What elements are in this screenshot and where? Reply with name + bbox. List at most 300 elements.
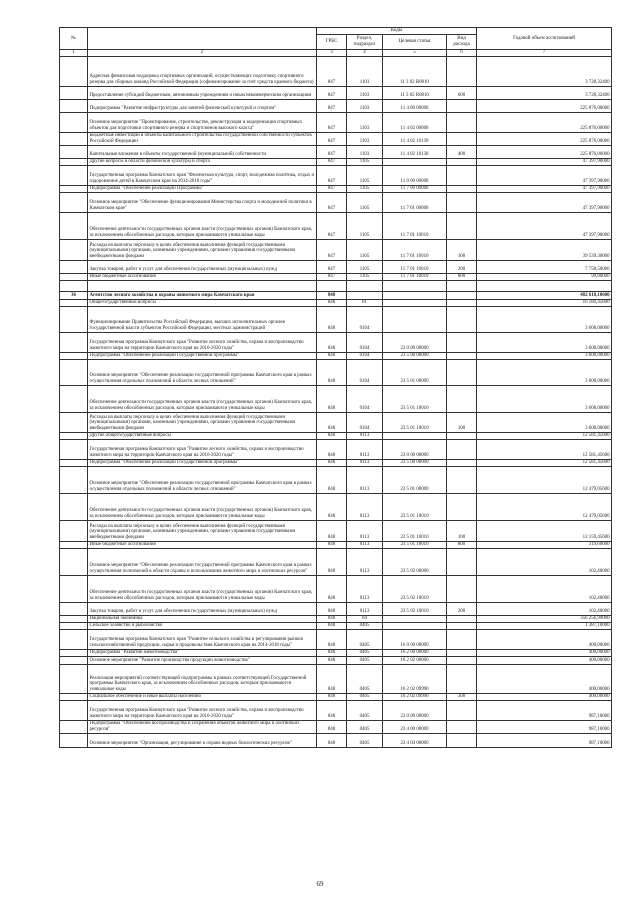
row-amount: 12 159,45600	[477, 520, 612, 541]
row-section: 0113	[347, 493, 383, 520]
header-index: 5	[383, 50, 447, 57]
row-section: 0104	[347, 412, 383, 432]
row-target-article: 11 4 02 00000	[383, 112, 447, 132]
row-expense-type	[447, 306, 477, 332]
row-amount: 3 608,00000	[477, 332, 612, 352]
row-number	[60, 575, 88, 602]
row-section: 1103	[347, 132, 383, 145]
row-number	[60, 733, 88, 747]
row-name: Иные бюджетные ассигнования	[88, 541, 317, 548]
header-index: 6	[447, 50, 477, 57]
row-number	[60, 192, 88, 212]
row-grbs: 848	[317, 466, 347, 493]
row-grbs: 848	[317, 548, 347, 575]
row-expense-type	[447, 733, 477, 747]
row-section: 0405	[347, 720, 383, 733]
row-target-article: 23 0 00 00000	[383, 439, 447, 459]
table-row	[60, 158, 612, 165]
row-number: 36	[60, 291, 88, 299]
row-number	[60, 145, 88, 158]
row-section	[347, 280, 383, 291]
row-name: Основное мероприятие "Обеспечение функционирования Министерства спорта и молодежной политики в Камчатском крае"	[88, 192, 317, 212]
header-index: 2	[88, 50, 317, 57]
row-expense-type	[447, 185, 477, 192]
row-expense-type	[447, 656, 477, 664]
row-grbs: 848	[317, 622, 347, 629]
header-name	[88, 28, 317, 50]
row-target-article	[383, 432, 447, 439]
row-name: Закупка товаров, работ и услуг для обеспечения государственных (муниципальных) нужд	[88, 602, 317, 615]
row-section: 0113	[347, 466, 383, 493]
row-name: Предоставление субсидий бюджетным, автономным учреждениям и иным некоммерческим организациям	[88, 86, 317, 99]
row-expense-type	[447, 165, 477, 185]
table-row	[60, 291, 612, 299]
table-row	[60, 273, 612, 280]
row-name: Реализация мероприятий соответствующей подпрограммы в рамках соответствующей Государственной программы Камчатского края, за исключением обособленных расходов, которым присваиваются уникальные коды	[88, 664, 317, 693]
row-expense-type	[447, 212, 477, 239]
row-target-article: 23 5 02 00000	[383, 548, 447, 575]
table-row	[60, 720, 612, 733]
row-name: Обеспечение деятельности государственных органов власти (государственных органов) Камчатского края, за исключением обособленных расходов, которым присваиваются уникальные коды	[88, 575, 317, 602]
row-number	[60, 332, 88, 352]
row-amount	[477, 280, 612, 291]
table-row	[60, 165, 612, 185]
row-number	[60, 185, 88, 192]
row-amount: 12 479,05600	[477, 466, 612, 493]
row-section: 0113	[347, 548, 383, 575]
row-grbs: 847	[317, 212, 347, 239]
header-index: 3	[317, 50, 347, 57]
table-row	[60, 306, 612, 332]
row-grbs: 848	[317, 291, 347, 299]
row-name: Государственная программа Камчатского края "Развитие лесного хозяйства, охрана и воспроизводство животного мира на территории Камчатского края на 2016-2020 годы"	[88, 332, 317, 352]
row-name: Подпрограмма "Развитие животноводства"	[88, 649, 317, 656]
table-row	[60, 733, 612, 747]
row-amount: 12 581,45600	[477, 432, 612, 439]
row-number	[60, 602, 88, 615]
row-grbs: 847	[317, 239, 347, 260]
row-expense-type	[447, 112, 477, 132]
table-row	[60, 439, 612, 459]
row-amount: 102,40000	[477, 602, 612, 615]
row-section: 01	[347, 299, 383, 306]
row-amount: 225 876,00000	[477, 132, 612, 145]
row-section: 0113	[347, 432, 383, 439]
row-grbs: 848	[317, 412, 347, 432]
table-row	[60, 649, 612, 656]
table-row	[60, 575, 612, 602]
row-grbs: 847	[317, 273, 347, 280]
row-grbs: 848	[317, 385, 347, 412]
row-target-article	[383, 299, 447, 306]
header-expense-type: Вид расхода	[447, 35, 477, 50]
table-row	[60, 99, 612, 112]
row-number	[60, 158, 88, 165]
table-row	[60, 693, 612, 700]
row-amount: 225 876,00000	[477, 112, 612, 132]
row-expense-type	[447, 192, 477, 212]
row-expense-type	[447, 720, 477, 733]
row-amount: 400,00000	[477, 693, 612, 700]
row-section: 0104	[347, 359, 383, 385]
row-expense-type	[447, 432, 477, 439]
row-name: Подпрограмма "Обеспечение реализации Государственной программы"	[88, 459, 317, 466]
row-amount: 987,10000	[477, 700, 612, 720]
row-name: Агентство лесного хозяйства и охраны животного мира Камчатского края	[88, 291, 317, 299]
row-expense-type	[447, 280, 477, 291]
row-expense-type: 200	[447, 260, 477, 273]
row-target-article: 11 7 01 10010	[383, 212, 447, 239]
table-row	[60, 615, 612, 622]
table-row	[60, 541, 612, 548]
row-number	[60, 306, 88, 332]
row-target-article: 11 3 02 R0810	[383, 56, 447, 86]
row-name: Подпрограмма "Обеспечение воспроизводства и сохранения объектов животного мира и охотничьих ресурсов"	[88, 720, 317, 733]
row-target-article: 11 4 02 10130	[383, 132, 447, 145]
row-expense-type: 200	[447, 602, 477, 615]
row-name: Государственная программа Камчатского края "Развитие лесного хозяйства, охрана и воспроизводство животного мира на территории Камчатского края на 2016-2020 годы"	[88, 700, 317, 720]
row-number	[60, 520, 88, 541]
row-number	[60, 629, 88, 649]
row-expense-type	[447, 299, 477, 306]
row-target-article: 23 5 01 00000	[383, 359, 447, 385]
row-expense-type	[447, 291, 477, 299]
row-section: 0405	[347, 700, 383, 720]
table-row	[60, 629, 612, 649]
row-expense-type	[447, 459, 477, 466]
row-section	[347, 291, 383, 299]
row-section: 0405	[347, 622, 383, 629]
row-grbs: 848	[317, 615, 347, 622]
row-name: Основное мероприятие "Организация, регулирование и охрана водных биологических ресурсов"	[88, 733, 317, 747]
row-target-article: 23 5 00 00000	[383, 352, 447, 359]
page-number: 69	[316, 880, 324, 888]
row-name: Сельское хозяйство и рыболовство	[88, 622, 317, 629]
row-section: 0104	[347, 352, 383, 359]
row-section: 1105	[347, 239, 383, 260]
row-number	[60, 359, 88, 385]
row-section: 0104	[347, 332, 383, 352]
table-row	[60, 664, 612, 693]
row-target-article: 11 4 00 00000	[383, 99, 447, 112]
row-target-article: 23 5 02 10010	[383, 575, 447, 602]
row-number	[60, 649, 88, 656]
row-name: Бюджетные инвестиции в объекты капитального строительства государственной собственности субъектов Российской Федерации	[88, 132, 317, 145]
row-expense-type	[447, 622, 477, 629]
header-target-article: Целевая статья	[383, 35, 447, 50]
table-row	[60, 192, 612, 212]
row-expense-type	[447, 385, 477, 412]
row-target-article: 23 4 04 00000	[383, 733, 447, 747]
row-grbs: 848	[317, 733, 347, 747]
row-amount: 400,00000	[477, 629, 612, 649]
row-grbs: 848	[317, 575, 347, 602]
row-number	[60, 86, 88, 99]
table-row	[60, 602, 612, 615]
row-grbs: 848	[317, 629, 347, 649]
row-target-article: 11 7 01 10010	[383, 273, 447, 280]
row-expense-type: 600	[447, 86, 477, 99]
row-amount: 102,40000	[477, 548, 612, 575]
row-grbs: 848	[317, 700, 347, 720]
row-target-article	[383, 622, 447, 629]
row-grbs: 848	[317, 459, 347, 466]
row-target-article: 16 0 00 00000	[383, 629, 447, 649]
table-row	[60, 656, 612, 664]
header-annual-amount: Годовой объем ассигнований	[477, 28, 612, 50]
row-grbs: 847	[317, 86, 347, 99]
table-row	[60, 239, 612, 260]
row-section: 0113	[347, 602, 383, 615]
row-target-article: 11 0 00 00000	[383, 165, 447, 185]
row-grbs: 848	[317, 352, 347, 359]
table-row	[60, 280, 612, 291]
row-expense-type	[447, 493, 477, 520]
row-name: Подпрограмма "Обеспечение реализации Программы"	[88, 185, 317, 192]
row-number	[60, 165, 88, 185]
row-expense-type: 800	[447, 273, 477, 280]
row-expense-type: 100	[447, 239, 477, 260]
row-grbs	[317, 280, 347, 291]
table-row	[60, 385, 612, 412]
table-row	[60, 459, 612, 466]
row-name: Обеспечение деятельности государственных органов власти (государственных органов) Камчатского края, за исключением обособленных расходов, которым присваиваются уникальные коды	[88, 385, 317, 412]
row-target-article: 16 2 02 00000	[383, 656, 447, 664]
row-number	[60, 700, 88, 720]
row-grbs: 847	[317, 112, 347, 132]
row-amount: 16 189,45600	[477, 299, 612, 306]
header-index: 4	[347, 50, 383, 57]
table-row	[60, 493, 612, 520]
row-section: 1105	[347, 192, 383, 212]
row-expense-type	[447, 332, 477, 352]
row-section: 1103	[347, 86, 383, 99]
row-name: Подпрограмма "Развитие инфраструктуры для занятий физической культурой и спортом"	[88, 99, 317, 112]
row-target-article: 23 0 00 00000	[383, 700, 447, 720]
table-row	[60, 412, 612, 432]
row-expense-type: 100	[447, 412, 477, 432]
header-number: №	[60, 28, 88, 50]
row-grbs: 848	[317, 602, 347, 615]
row-section: 0113	[347, 459, 383, 466]
table-body	[60, 56, 612, 747]
row-number	[60, 412, 88, 432]
row-expense-type	[447, 158, 477, 165]
row-number	[60, 439, 88, 459]
row-amount: 3 608,00000	[477, 352, 612, 359]
row-section: 0113	[347, 575, 383, 602]
row-name: Расходы на выплаты персоналу в целях обеспечения выполнения функций государственными (муниципальными) органами, казенными учреждениями, органами управления государственными внебюджетными фондами	[88, 412, 317, 432]
row-amount: 1 387,10000	[477, 622, 612, 629]
row-number	[60, 99, 88, 112]
row-target-article: 23 5 00 00000	[383, 459, 447, 466]
row-grbs: 847	[317, 99, 347, 112]
row-grbs: 848	[317, 493, 347, 520]
row-grbs: 848	[317, 541, 347, 548]
row-target-article: 11 7 00 00000	[383, 185, 447, 192]
table-row	[60, 622, 612, 629]
row-target-article: 11 3 02 R0810	[383, 86, 447, 99]
row-number	[60, 622, 88, 629]
row-section: 1105	[347, 260, 383, 273]
row-expense-type	[447, 664, 477, 693]
row-target-article: 23 5 01 10010	[383, 520, 447, 541]
row-section: 1105	[347, 185, 383, 192]
row-name: Другие вопросы в области физической культуры и спорта	[88, 158, 317, 165]
row-amount: 482 618,10600	[477, 291, 612, 299]
row-name: Закупка товаров, работ и услуг для обеспечения государственных (муниципальных) нужд	[88, 260, 317, 273]
row-expense-type: 300	[447, 693, 477, 700]
row-target-article: 16 2 02 09990	[383, 693, 447, 700]
budget-table	[59, 27, 612, 748]
row-name: Основное мероприятие "Обеспечение реализации государственной программы Камчатского края в рамках осуществления полномочий в области охраны и использования животного мира и охотничьих ресурсов"	[88, 548, 317, 575]
row-name: Основное мероприятие "Проектирование, строительство, реконструкция и модернизация спортивных объектов для подготовки спортивного резерва и спортсменов высокого класса"	[88, 112, 317, 132]
row-number	[60, 112, 88, 132]
row-name: Адресная финансовая поддержка спортивных организаций, осуществляющих подготовку спортивного резерва для сборных команд Российской Федерации (софинансирование за счет средств краевого бюджета)	[88, 56, 317, 86]
row-target-article	[383, 291, 447, 299]
row-target-article: 11 4 02 10130	[383, 145, 447, 158]
table-row	[60, 352, 612, 359]
row-name: Капитальные вложения в объекты государственной (муниципальной) собственности	[88, 145, 317, 158]
row-grbs: 848	[317, 432, 347, 439]
row-grbs: 847	[317, 165, 347, 185]
row-section: 1105	[347, 158, 383, 165]
row-section: 0104	[347, 385, 383, 412]
row-grbs: 848	[317, 664, 347, 693]
row-target-article	[383, 280, 447, 291]
table-row	[60, 332, 612, 352]
row-amount: 47 397,90000	[477, 165, 612, 185]
row-target-article: 23 5 01 10010	[383, 412, 447, 432]
row-grbs: 847	[317, 185, 347, 192]
header-grbs: ГРБС	[317, 35, 347, 50]
table-row	[60, 132, 612, 145]
row-number	[60, 385, 88, 412]
row-number	[60, 664, 88, 693]
row-expense-type	[447, 700, 477, 720]
row-number	[60, 720, 88, 733]
row-section: 1103	[347, 112, 383, 132]
row-name: Расходы на выплаты персоналу в целях обеспечения выполнения функций государственными (муниципальными) органами, казенными учреждениями, органами управления государственными внебюджетными фондами	[88, 520, 317, 541]
row-number	[60, 299, 88, 306]
row-grbs: 848	[317, 720, 347, 733]
row-name: Государственная программа Камчатского края "Развитие сельского хозяйства и регулирования рынков сельскохозяйственной продукции, сырья и продовольствия Камчатского края на 2014-2018 годы"	[88, 629, 317, 649]
row-amount: 3 608,00000	[477, 412, 612, 432]
row-grbs: 848	[317, 649, 347, 656]
row-section: 0405	[347, 733, 383, 747]
row-number	[60, 239, 88, 260]
row-grbs: 847	[317, 158, 347, 165]
row-section: 1105	[347, 273, 383, 280]
row-amount: 356 256,99000	[477, 615, 612, 622]
row-grbs: 847	[317, 56, 347, 86]
row-amount: 987,10000	[477, 720, 612, 733]
row-grbs: 848	[317, 299, 347, 306]
row-expense-type	[447, 629, 477, 649]
row-amount: 3 728,32400	[477, 56, 612, 86]
row-number	[60, 656, 88, 664]
row-expense-type	[447, 466, 477, 493]
row-number	[60, 466, 88, 493]
row-name: Расходы на выплаты персоналу в целях обеспечения выполнения функций государственными (муниципальными) органами, казенными учреждениями, органами управления государственными внебюджетными фондами	[88, 239, 317, 260]
table-row	[60, 359, 612, 385]
header-codes: Коды	[317, 28, 477, 35]
row-target-article: 23 5 01 10010	[383, 493, 447, 520]
row-section: 1103	[347, 56, 383, 86]
row-target-article: 11 7 01 10010	[383, 239, 447, 260]
row-number	[60, 280, 88, 291]
row-target-article: 23 5 01 00000	[383, 466, 447, 493]
row-amount: 12 581,45600	[477, 439, 612, 459]
row-section: 1105	[347, 212, 383, 239]
header-index: 1	[60, 50, 88, 57]
row-name: Основное мероприятие "Обеспечение реализации государственной программы Камчатского края в рамках осуществления отдельных полномочий в области лесных отношений"	[88, 359, 317, 385]
row-amount: 3 608,00000	[477, 385, 612, 412]
row-grbs: 847	[317, 192, 347, 212]
table-row	[60, 260, 612, 273]
row-target-article: 11 7 01 00000	[383, 192, 447, 212]
row-number	[60, 615, 88, 622]
row-amount: 319,60000	[477, 541, 612, 548]
table-row	[60, 185, 612, 192]
row-section: 0405	[347, 629, 383, 649]
row-grbs: 847	[317, 145, 347, 158]
row-expense-type	[447, 615, 477, 622]
row-expense-type	[447, 575, 477, 602]
row-expense-type	[447, 132, 477, 145]
row-expense-type	[447, 56, 477, 86]
row-expense-type	[447, 548, 477, 575]
table-row	[60, 299, 612, 306]
row-target-article: 23 4 00 00000	[383, 720, 447, 733]
row-amount: 3 608,00000	[477, 306, 612, 332]
row-amount: 102,40000	[477, 575, 612, 602]
row-target-article: 23 5 01 10010	[383, 385, 447, 412]
row-amount: 3 728,32400	[477, 86, 612, 99]
row-amount: 12 581,45600	[477, 459, 612, 466]
row-grbs: 847	[317, 132, 347, 145]
row-number	[60, 432, 88, 439]
row-section: 04	[347, 615, 383, 622]
row-name: Государственная программа Камчатского края "Физическая культура, спорт, молодежная политика, отдых и оздоровление детей в Камчатском крае на 2014-2018 годы"	[88, 165, 317, 185]
row-number	[60, 493, 88, 520]
table-row	[60, 520, 612, 541]
table-row	[60, 700, 612, 720]
row-amount: 400,00000	[477, 656, 612, 664]
row-target-article: 23 5 01 10010	[383, 541, 447, 548]
row-number	[60, 260, 88, 273]
row-amount: 39 539,30000	[477, 239, 612, 260]
row-name: Функционирование Правительства Российской Федерации, высших исполнительных органов государственной власти субъектов Российской Федерации, местных администраций	[88, 306, 317, 332]
row-expense-type	[447, 359, 477, 385]
row-amount: 47 397,90000	[477, 158, 612, 165]
row-grbs: 848	[317, 359, 347, 385]
row-name: Основное мероприятие "Развитие производства продукции животноводства"	[88, 656, 317, 664]
row-amount: 987,10000	[477, 733, 612, 747]
row-expense-type: 400	[447, 145, 477, 158]
table-row	[60, 145, 612, 158]
row-number	[60, 212, 88, 239]
row-name: Государственная программа Камчатского края "Развитие лесного хозяйства, охрана и воспроизводство животного мира на территории Камчатского края на 2016-2020 годы"	[88, 439, 317, 459]
row-section: 0405	[347, 693, 383, 700]
row-number	[60, 693, 88, 700]
row-amount: 47 397,90000	[477, 212, 612, 239]
row-expense-type	[447, 352, 477, 359]
row-grbs: 848	[317, 439, 347, 459]
row-section: 0405	[347, 656, 383, 664]
row-number	[60, 273, 88, 280]
row-amount: 225 876,00000	[477, 99, 612, 112]
